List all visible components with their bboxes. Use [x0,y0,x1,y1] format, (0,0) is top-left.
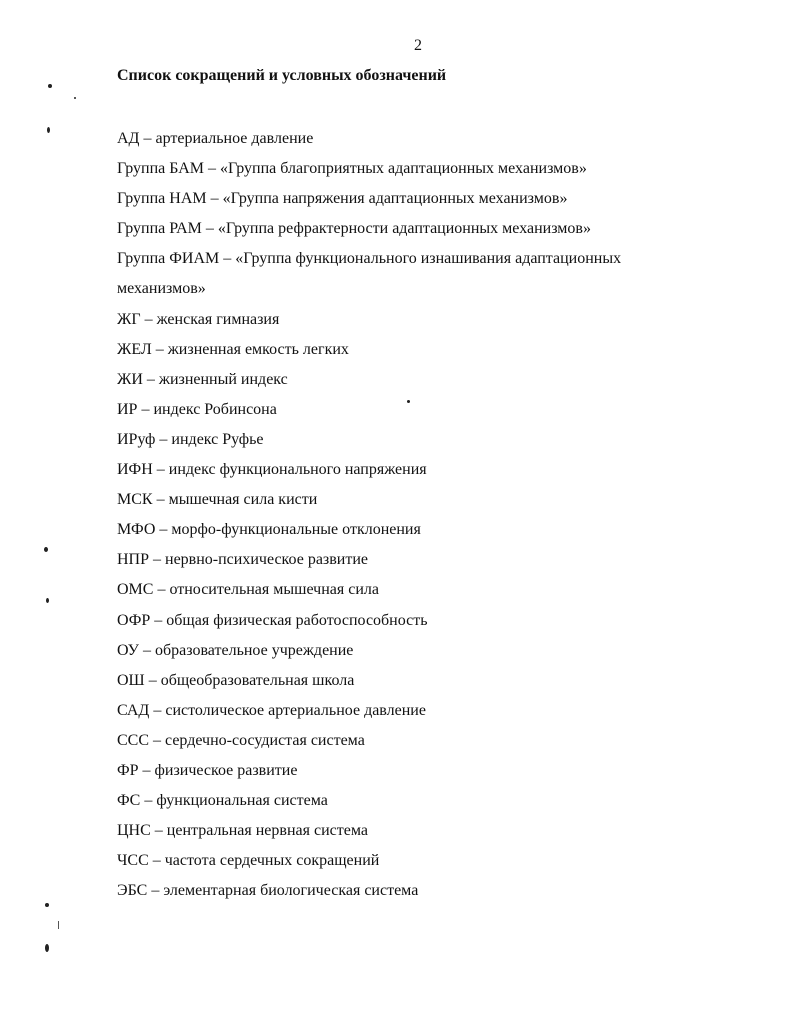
list-item: ЧСС – частота сердечных сокращений [117,852,380,870]
list-item: ОФР – общая физическая работоспособность [117,611,428,629]
scan-speck [48,84,52,88]
list-item: НПР – нервно-психическое развитие [117,551,369,569]
list-item: ФС – функциональная система [117,792,328,810]
list-item: ОШ – общеобразовательная школа [117,671,355,689]
list-item: МСК – мышечная сила кисти [117,491,318,509]
list-item: ИФН – индекс функционального напряжения [117,461,427,479]
scan-speck [58,921,59,929]
list-item: ЖГ – женская гимназия [117,310,280,328]
abbreviation-list [117,124,697,906]
scan-speck [47,127,50,133]
list-item: ИРуф – индекс Руфье [117,430,264,448]
list-item: Группа НАМ – «Группа напряжения адаптационных механизмов» [117,190,568,208]
scan-speck [44,547,48,552]
list-item: ССС – сердечно-сосудистая система [117,731,365,749]
list-item: ИР – индекс Робинсона [117,400,277,418]
scan-speck [407,400,410,403]
scan-speck [45,944,49,952]
list-item: ЖИ – жизненный индекс [117,370,288,388]
list-item: Группа ФИАМ – «Группа функционального изнашивания адаптационных механизмов» [117,250,622,298]
list-item: Группа БАМ – «Группа благоприятных адаптационных механизмов» [117,160,587,178]
list-item: ЖЕЛ – жизненная емкость легких [117,340,349,358]
scan-speck [46,598,49,603]
list-item: АД – артериальное давление [117,130,314,147]
list-item: ОУ – образовательное учреждение [117,641,354,659]
list-item: Группа РАМ – «Группа рефрактерности адаптационных механизмов» [117,220,591,238]
page-number: 2 [414,37,422,54]
page-title: Список сокращений и условных обозначений [117,67,447,84]
list-item: ФР – физическое развитие [117,761,298,779]
list-item: ЭБС – элементарная биологическая система [117,882,419,900]
scan-speck [74,97,76,99]
list-item: ОМС – относительная мышечная сила [117,581,379,599]
list-item: САД – систолическое артериальное давление [117,701,426,719]
list-item: ЦНС – центральная нервная система [117,822,368,840]
scan-speck [45,903,49,907]
list-item: МФО – морфо-функциональные отклонения [117,521,421,539]
